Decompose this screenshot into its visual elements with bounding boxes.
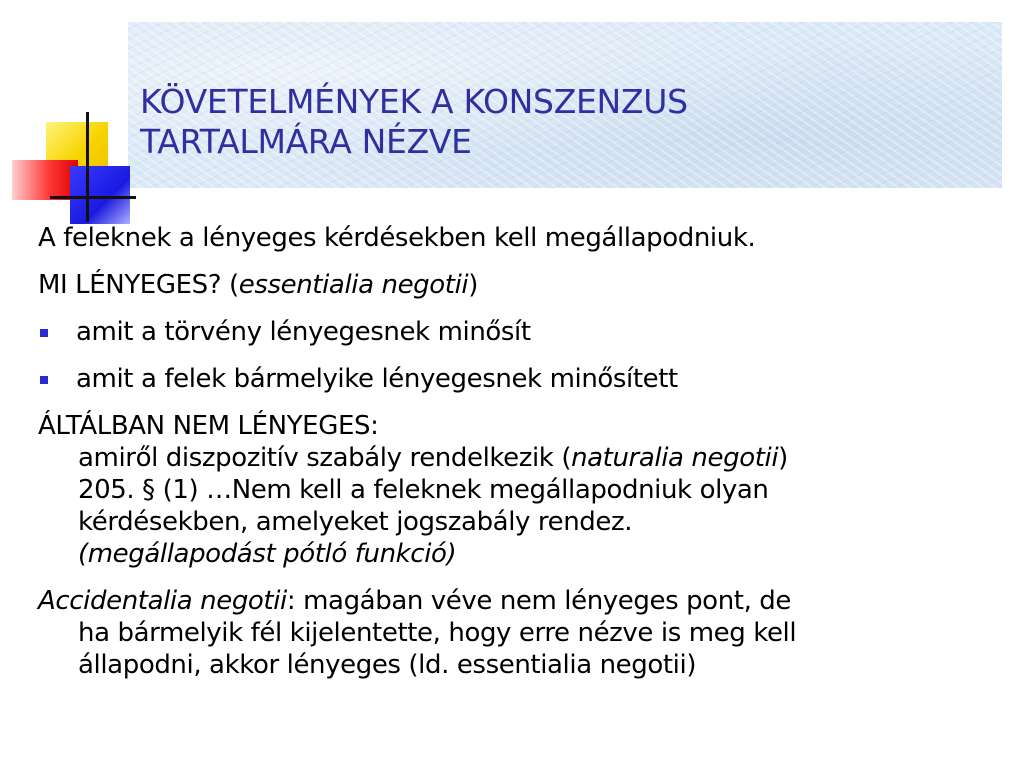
accidentalia-term: Accidentalia negotii	[38, 586, 287, 616]
blue-square-decoration	[70, 166, 130, 224]
not-essential-line-4: (megállapodást pótló funkció)	[78, 539, 457, 569]
essential-term: essentialia negotii	[238, 270, 469, 300]
not-essential-line-1	[38, 442, 1008, 474]
square-bullet-icon	[40, 329, 48, 337]
accidentalia-rest: : magában véve nem lényeges pont, de	[286, 586, 791, 616]
essential-prefix: MI LÉNYEGES? (	[38, 270, 239, 300]
essential-suffix: )	[468, 270, 478, 300]
paragraph-essential-question	[38, 269, 1008, 301]
bullet-item	[38, 316, 1008, 348]
paragraph-not-essential	[38, 410, 1008, 570]
slide-title	[140, 82, 990, 162]
not-essential-line-2: 205. § (1) …Nem kell a feleknek megállapodniuk olyan	[78, 475, 769, 505]
accidentalia-line-1	[38, 585, 1008, 617]
paragraph-accidentalia	[38, 585, 1008, 681]
bullet-text: amit a felek bármelyike lényegesnek minősített	[76, 364, 678, 394]
red-square-decoration	[12, 160, 78, 200]
naturalia-prefix: amiről diszpozitív szabály rendelkezik (	[78, 443, 572, 473]
naturalia-term: naturalia negotii	[571, 443, 779, 473]
not-essential-line-3: kérdésekben, amelyeket jogszabály rendez.	[78, 507, 633, 537]
accidentalia-line-2: ha bármelyik fél kijelentette, hogy erre nézve is meg kell	[78, 618, 797, 648]
naturalia-suffix: )	[778, 443, 788, 473]
title-line-2: TARTALMÁRA NÉZVE	[140, 122, 472, 161]
paragraph-intro	[38, 222, 1008, 254]
square-bullet-icon	[40, 376, 48, 384]
horizontal-line-decoration	[50, 196, 136, 199]
intro-text: A feleknek a lényeges kérdésekben kell megállapodniuk.	[38, 223, 756, 253]
bullet-item	[38, 363, 1008, 395]
slide-body	[38, 222, 1008, 696]
accidentalia-line-3: állapodni, akkor lényeges (ld. essentialia negotii)	[78, 650, 697, 680]
title-line-1: KÖVETELMÉNYEK A KONSZENZUS	[140, 82, 688, 121]
bullet-text: amit a törvény lényegesnek minősít	[76, 317, 531, 347]
not-essential-heading: ÁLTÁLBAN NEM LÉNYEGES:	[38, 411, 379, 441]
vertical-line-decoration	[86, 112, 89, 222]
